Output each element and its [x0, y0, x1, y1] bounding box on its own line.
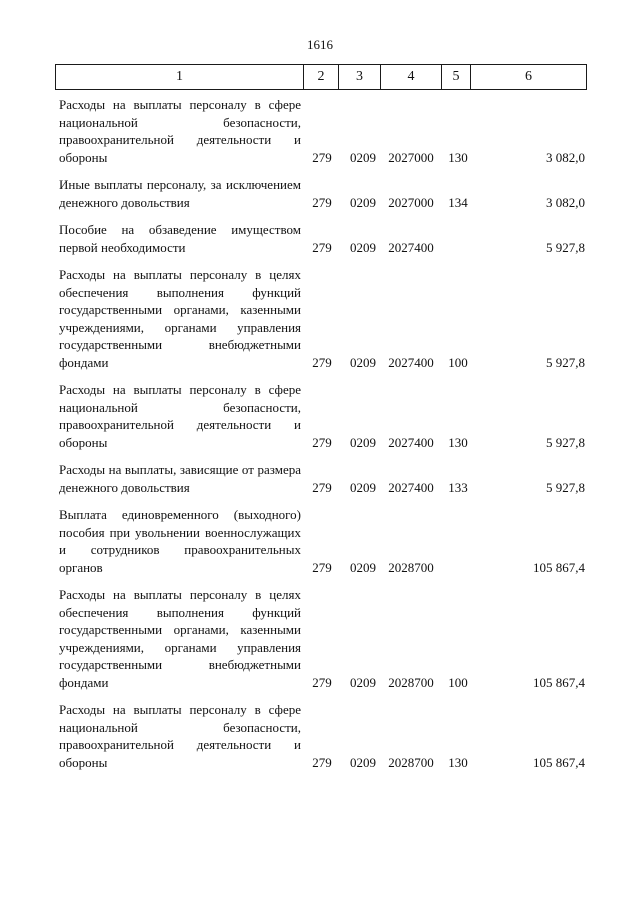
- row-code-5: 100: [448, 354, 468, 370]
- table-header: [55, 64, 587, 90]
- row-name: Расходы на выплаты персоналу в сфере национальной безопасности, правоохранительной деятельности и обороны: [59, 97, 301, 165]
- row-name: Расходы на выплаты, зависящие от размера денежного довольствия: [59, 462, 301, 495]
- row-name: Иные выплаты персоналу, за исключением денежного довольствия: [59, 177, 301, 210]
- row-name: Расходы на выплаты персоналу в сфере национальной безопасности, правоохранительной деятельности и обороны: [59, 702, 301, 770]
- row-amount: 5 927,8: [546, 239, 585, 255]
- table-row: [0, 586, 640, 691]
- row-code-2: 279: [312, 149, 332, 165]
- row-name: Выплата единовременного (выходного) пособия при увольнении военнослужащих и сотрудников правоохранительных органов: [59, 507, 301, 575]
- table-row: [0, 96, 640, 166]
- row-code-2: 279: [312, 559, 332, 575]
- row-name: Пособие на обзаведение имуществом первой необходимости: [59, 222, 301, 255]
- row-code-5: 133: [448, 479, 468, 495]
- table-row: [0, 506, 640, 576]
- row-code-2: 279: [312, 239, 332, 255]
- header-col-3: 3: [356, 69, 363, 84]
- row-code-4: 2027400: [388, 354, 434, 370]
- row-name: Расходы на выплаты персоналу в целях обеспечения выполнения функций государственными органами, казенными учреждениями, органами управления государственными внебюджетными фондами: [59, 587, 301, 690]
- row-code-2: 279: [312, 479, 332, 495]
- row-code-5: 130: [448, 434, 468, 450]
- row-code-3: 0209: [350, 754, 376, 770]
- row-code-2: 279: [312, 194, 332, 210]
- header-col-5: 5: [452, 69, 460, 84]
- row-code-4: 2027400: [388, 479, 434, 495]
- row-amount: 3 082,0: [546, 194, 585, 210]
- row-code-3: 0209: [350, 239, 376, 255]
- row-amount: 3 082,0: [546, 149, 585, 165]
- table-row: [0, 176, 640, 211]
- header-col-2: 2: [317, 69, 325, 84]
- row-code-5: 130: [448, 149, 468, 165]
- row-code-5: 130: [448, 754, 468, 770]
- table-row: [0, 701, 640, 771]
- table-row: [0, 266, 640, 371]
- table-row: [0, 221, 640, 256]
- header-col-6: 6: [525, 69, 532, 84]
- row-code-2: 279: [312, 354, 332, 370]
- row-code-4: 2027000: [388, 194, 434, 210]
- row-code-2: 279: [312, 754, 332, 770]
- row-code-4: 2028700: [388, 754, 434, 770]
- row-code-5: 100: [448, 674, 468, 690]
- row-code-3: 0209: [350, 479, 376, 495]
- table-body: [0, 96, 640, 781]
- row-code-3: 0209: [350, 354, 376, 370]
- row-code-4: 2027400: [388, 239, 434, 255]
- row-amount: 5 927,8: [546, 434, 585, 450]
- row-amount: 105 867,4: [533, 674, 585, 690]
- row-code-3: 0209: [350, 674, 376, 690]
- header-col-4: 4: [407, 69, 415, 84]
- row-code-5: 134: [448, 194, 468, 210]
- row-code-3: 0209: [350, 559, 376, 575]
- header-col-1: 1: [176, 69, 183, 84]
- row-amount: 105 867,4: [533, 754, 585, 770]
- row-code-3: 0209: [350, 194, 376, 210]
- row-code-2: 279: [312, 434, 332, 450]
- row-name: Расходы на выплаты персоналу в целях обеспечения выполнения функций государственными органами, казенными учреждениями, органами управления государственными внебюджетными фондами: [59, 267, 301, 370]
- row-amount: 105 867,4: [533, 559, 585, 575]
- table-row: [0, 381, 640, 451]
- row-code-3: 0209: [350, 434, 376, 450]
- row-code-2: 279: [312, 674, 332, 690]
- page-number: 1616: [307, 37, 333, 52]
- row-code-4: 2028700: [388, 674, 434, 690]
- row-code-3: 0209: [350, 149, 376, 165]
- table-row: [0, 461, 640, 496]
- row-code-4: 2027400: [388, 434, 434, 450]
- row-amount: 5 927,8: [546, 479, 585, 495]
- row-code-4: 2028700: [388, 559, 434, 575]
- row-code-4: 2027000: [388, 149, 434, 165]
- row-amount: 5 927,8: [546, 354, 585, 370]
- row-name: Расходы на выплаты персоналу в сфере национальной безопасности, правоохранительной деятельности и обороны: [59, 382, 301, 450]
